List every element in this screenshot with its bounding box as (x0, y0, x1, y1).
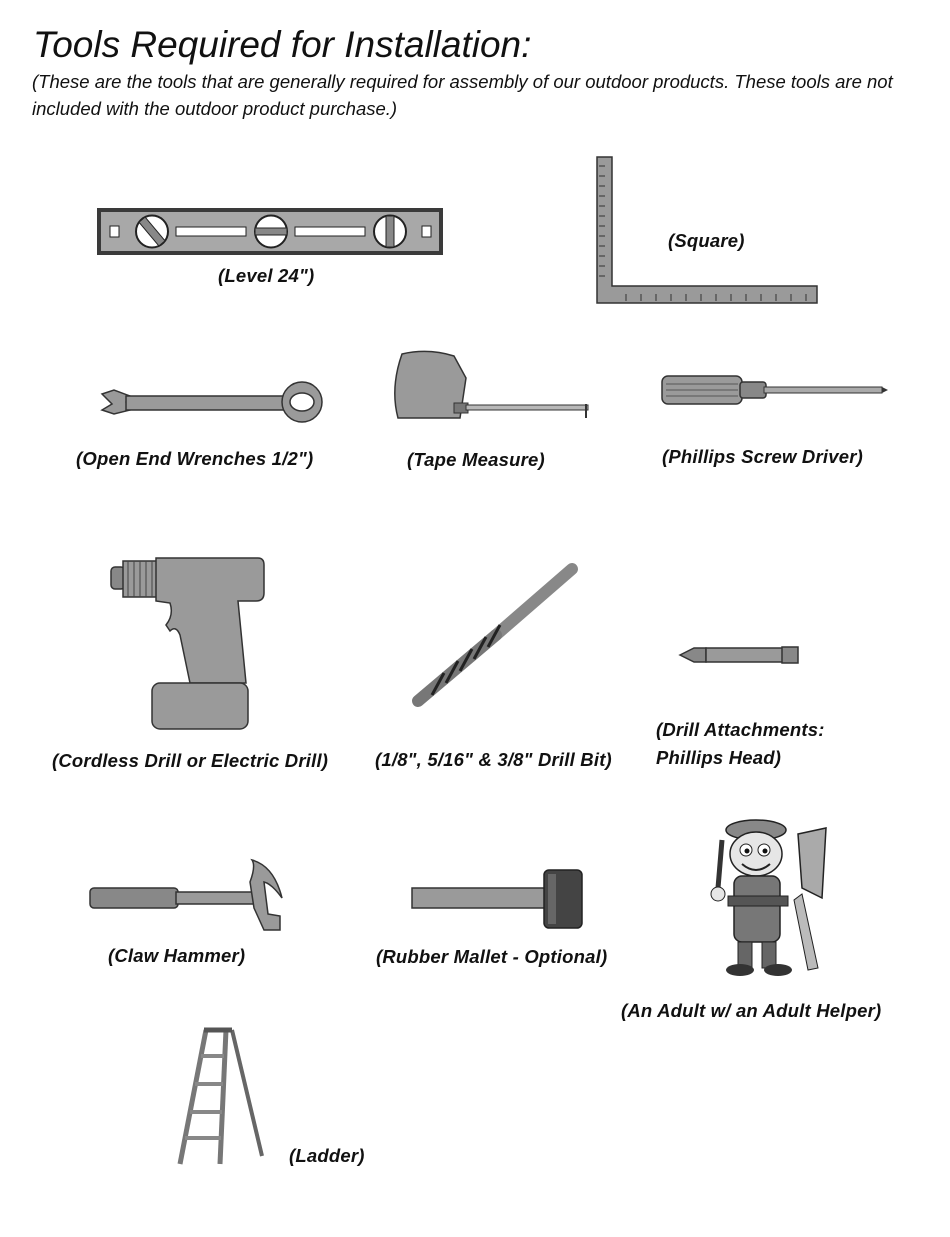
level-icon (96, 206, 446, 258)
adult-helper-icon (698, 818, 838, 980)
tape-measure-label: (Tape Measure) (407, 449, 545, 470)
ladder-label: (Ladder) (289, 1145, 365, 1166)
drill-label: (Cordless Drill or Electric Drill) (52, 750, 329, 771)
attachments-label-line1: (Drill Attachments: (656, 719, 825, 740)
tape-measure-icon (388, 348, 593, 423)
claw-hammer-icon (88, 858, 288, 933)
wrench-label: (Open End Wrenches 1/2") (76, 448, 314, 469)
claw-hammer-label: (Claw Hammer) (108, 945, 246, 966)
attachments-label-line2: Phillips Head) (656, 747, 782, 768)
page-subtitle: (These are the tools that are generally required for assembly of our outdoor products. These tools are not included with the outdoor product purchase.) (32, 71, 893, 119)
drill-bit-label: (1/8", 5/16" & 3/8" Drill Bit) (375, 749, 612, 770)
screwdriver-icon (660, 372, 890, 408)
screwdriver-label: (Phillips Screw Driver) (662, 446, 863, 467)
drill-icon (108, 555, 268, 735)
adult-helper-label: (An Adult w/ an Adult Helper) (621, 1000, 882, 1021)
level-label: (Level 24") (218, 265, 315, 286)
phillips-bit-icon (678, 644, 800, 666)
page-title: Tools Required for Installation: (33, 24, 532, 65)
square-label: (Square) (668, 230, 745, 251)
drill-bit-icon (400, 555, 590, 715)
rubber-mallet-icon (410, 866, 585, 932)
wrench-icon (100, 380, 325, 425)
ladder-icon (176, 1026, 266, 1168)
rubber-mallet-label: (Rubber Mallet - Optional) (376, 946, 608, 967)
